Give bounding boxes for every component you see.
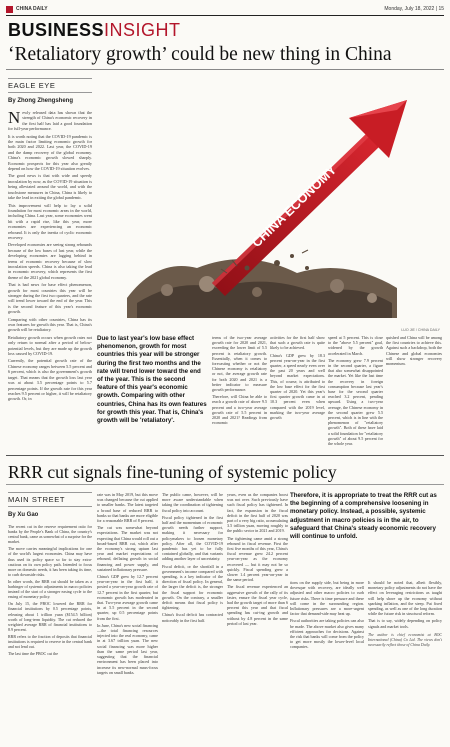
- story2-left-column: [8, 492, 92, 658]
- story2-column-2: [97, 492, 158, 677]
- section-title-light: INSIGHT: [104, 20, 181, 40]
- paragraph: Fiscal authorities are taking policies can also be made. The above market also gives many efficient approaches for decisions. Against the risk that banks will come from the policy to get more mostly the lower-level local companies.: [290, 618, 364, 650]
- paragraph: It should be noted that, albeit flexibly, monetary policy adjustments do not have the effect on leveraging restrictions as taught will help shore up the economy without sparking inflation, and the steep. Put fixed spending, as well as one of the long duration while the future risk in structural reform.: [368, 580, 442, 617]
- headline2-rule: [6, 484, 444, 485]
- story1-column-3: [270, 335, 325, 422]
- paragraph: terms of the two-year average growth rate for 2020 and 2021, exceeding the lower limit of 5.5 percent is retaliatory growth. Essentially, when it comes to forecasting whether or not the Chinese economy is retaliatory or not, the average growth rate for both 2020 and 2021 is a better indicator to measure growth performance.: [212, 335, 267, 393]
- paragraph: activities for the first half show that such a growth rate is quite likely to be achieved.: [270, 335, 325, 351]
- story1-column-5: [386, 335, 442, 368]
- paragraph: quished and China will be among the first countries to achieve this. Against such a backdrop, both the Chinese and global economies will show stronger recovery momentum.: [386, 335, 442, 367]
- image-credit: LUO JIE / CHINA DAILY: [401, 328, 440, 332]
- publication-name: CHINA DAILY: [16, 6, 48, 12]
- paragraph: The move carries meaningful implications for one of the world's largest economies. China may have thus used its policy space so far to stay extra-cautious on its own policy path. Intended to focus more on domestic needs, it has been taking its time, to curb downside risks.: [8, 546, 92, 577]
- story1-body: [8, 110, 92, 402]
- paragraph: The fiscal revenue experienced an aggressive growth of the rally of its faster, ensure the fiscal year cycle, had the growth target of more than 6 percent this year and that fiscal spending has cut-ing growth and without by 4.8 percent in the same period of last year.: [227, 584, 288, 626]
- paragraph: That is to say, widely depending on policy signals and market tools.: [368, 618, 442, 629]
- paragraph: The tightening came amid a strong rebound in fiscal revenue. First the first five months of this year, China's fiscal revenue grew 24.2 percent year-on-year as the economy recovered — but it may not be so quickly. Fiscal spending grew a slower 1.4 percent year-on-year in the same period.: [227, 535, 288, 583]
- story1-byline: By Zhong Zhengsheng: [8, 98, 73, 104]
- paragraph: In June, China's new social financing—the total financing resources injected into the real economy, came in at 3.67 trillion yuan. The new social financing was more higher than the same period last year, suggesting that the financial environment has been placed into increase its new-normal mass-focus targets on small banks.: [97, 622, 158, 675]
- masthead-rule: [6, 15, 444, 16]
- story2-author-note: The author is chief economist at BOC International (China) Co Ltd. The views don't necessarily reflect those of China Daily.: [368, 632, 442, 648]
- paragraph: The economy grew 7.9 percent in the second quarter, a figure that also somewhat disappointed the market. Yet like the last time the recovery in foreign consumption because last year's base for the second quarter reached 3.2 percent, pending upward. Using a two-year average, the Chinese economy in the second quarter grew 5.5 percent, which is in line with the phenomenon of "retaliatory growth". Both of these have laid a solid foundation for "retaliatory growth" of about 9.5 percent for the whole year.: [328, 357, 383, 447]
- story1-pull-quote: Due to last year's low base effect phenomenon, growth for most countries this year will be stronger during the first two months and the rate will trend lower toward the end of the year. This is the second feature of this year's economic growth. Comparing with other countries, China has its own features for growth this year. That is, China's growth will be 'retaliatory'.: [97, 335, 207, 425]
- paragraph: China's fiscal deficit has contracted noticeably in the first half.: [162, 612, 223, 623]
- paragraph: It is worth noting that the COVID-19 pandemic is the main factor limiting economic growth for both 2020 and 2022. Last year, the COVID-19 and the damp recovery of the global economy. China's economic growth slowed sharply. Economic prospects for this year also greatly depend on how the COVID-19 situation evolves.: [8, 133, 92, 172]
- paragraph: rate was in May 2019, but this move was changed because the cut applied to smaller banks. The latest targeted a broad base of reduced RRR to banks so that banks are more eligible for a reasonable RRR of 8 percent.: [97, 492, 158, 524]
- paragraph: Currently, the potential growth rate of the Chinese economy ranges between 5.5 percent and 6 percent, which is also the government's growth target. That means that the growth loss last year was at about 3.5 percentage points to 5.7 percentage points. If the growth rate for this year reaches 9.5 percent or higher, it will be retaliatory growth. Or, in: [8, 358, 92, 402]
- story2-column-6: [368, 580, 442, 650]
- paragraph: The recent cut in the reserve requirement ratio for banks by the People's Bank of China, the country's central bank, came as somewhat of a surprise for the market.: [8, 524, 92, 545]
- date-page: [384, 6, 444, 12]
- section-title-bold: BUSINESS: [8, 20, 105, 40]
- publication-block: [6, 6, 48, 13]
- paragraph: The cut was somewhat beyond expectations. The market was not expecting that China would roll out a broad-based RRR cut, which after the economy's strong upturn last year and market expectations of rebound, deflating growth in social financing and power supply, and sustained inflationary pressure.: [97, 525, 158, 572]
- paragraph: speed at 5 percent. This is close to the "above 5.5 percent" goal, widened by the growth accelerated in March.: [328, 335, 383, 356]
- paragraph: The good news is that with wide and speedy inoculation by now, as the COVID-19 situation is being alleviated around the world, and with the touchstone measures in China, China is likely to take the lead in exiting the global pandemic.: [8, 173, 92, 201]
- story2-column-5: [290, 580, 364, 652]
- paragraph: years, even as the companies boost was not over. Such previously have such fiscal policy has tightened. In fact, the expansion in the fiscal deficit in the first half of 2020 was part of a very big ratio, accumulating 3.5 trillion yuan, moving roughly to the public sector in 2021 and 2019.: [227, 492, 288, 534]
- paragraph: On July 15, the PBOC lowered the RRR for financial institutions by 0.5 percentage points, releasing about 1 trillion yuan ($154.5 billion) worth of long-term liquidity. The cut reduced the weighted average RRR of financial institutions to 8.9 percent.: [8, 601, 92, 632]
- paragraph: Retaliatory growth occurs when growth rates not only return to normal after a period of below-potential levels, but they are made up the growth loss caused by COVID-19.: [8, 334, 92, 357]
- paragraph: China's GDP grew by 12.7 percent year-on-year in the first half, it posted a year-on-year growth rate of 12.7 percent in the first quarter, but economic growth has moderated in that. Two-year average growth came in at 5.5 percent in the second quarter, up 0.5 percentage points from the first.: [97, 574, 158, 621]
- china-daily-logo: [6, 6, 13, 13]
- paragraph: The public came, however, will be more aware understandable when taking the coordination of tightening fiscal policy into account.: [162, 492, 223, 513]
- story1-headline: ‘Retaliatory growth’ could be new thing in China: [8, 44, 392, 65]
- headline-rule: [6, 69, 444, 70]
- story2-headline: RRR cut signals fine-tuning of systemic policy: [8, 462, 337, 482]
- issue-date: Monday, July 18, 2022: [384, 6, 435, 12]
- story2-byline: By Xu Gao: [8, 512, 39, 518]
- paragraph: Developed economies are seeing strong rebounds because of the low bases of last year, while the developing economies are lagging behind in terms of economic recovery because of slow inoculation speeds. China is also taking the lead in economic recovery, which represents the first theme of the 2021 global economy.: [8, 242, 92, 280]
- paragraph: China's GDP grew by 18.3 percent year-on-year in the first quarter, a speed nearly even over the past 20 years and well beyond market expectations. This, of course, is attributed to the low base effect for the first quarter of 2020. Yet this year's first quarter growth came in at 10.3 percent even when compared with the 2019 level, marking the two-year average growth: [270, 352, 325, 421]
- story2-pull-quote: Therefore, it is appropriate to treat the RRR cut as the beginning of a comprehensive loosening in monetary policy. Instead, a possible, systemic adjustment in macro policies is in the air, to safeguard that China's steady economic recovery will continue to unfold.: [290, 492, 437, 541]
- story2-column-4: [227, 492, 288, 628]
- column-label-main-street: MAIN STREET: [8, 492, 92, 507]
- section-title: [8, 20, 181, 41]
- paragraph: Newly released data has shown that the strength of China's economic recovery in the first half has laid a good foundation for full-year performance.: [8, 108, 92, 132]
- paragraph: Fiscal policy tightened in the first half and the momentum of economic growth needs further support, making it necessary for policymakers to loosen monetary policy. After all, the COVID-19 pandemic has yet to be fully contained globally, and that variants adding another layer of uncertainty.: [162, 514, 223, 562]
- separator: |: [435, 6, 439, 12]
- paragraph: tions on the supply side, but being in more dovesque with recovery, are ideally well adjusted and other macro policies to curb future risks. There is time pressure and these will come in the surrounding region. Inflationary pressures are a more-urgent factor that demand-side may heat up.: [290, 580, 364, 617]
- illustration-lettering: CHINA ECONOMY: [248, 161, 340, 251]
- paragraph: RRR refers to the fraction of deposits that financial institutions is required to reserve in the central bank and not lend out.: [8, 633, 92, 650]
- column-label-eagle-eye: EAGLE EYE: [8, 78, 92, 93]
- paragraph: In other words, the RRR cut should be taken as a harbinger of systemic adjustments in macro policies instead of the start of a stronger easing cycle to the easing of monetary policy.: [8, 578, 92, 600]
- paragraph: Comparing with other countries, China has its own features for growth this year. That is, China's growth will be retaliatory.: [8, 316, 92, 333]
- masthead-bar: [6, 4, 444, 14]
- china-economy-illustration: [97, 78, 442, 328]
- paragraph: This improvement will help to lay a solid foundation for most economic areas in the world, including China. Last year, some economies went hit with a rapid rise, like this year, more economies are experiencing an economic rebound. It is only the inertia of cyclic economic recovery.: [8, 202, 92, 240]
- paragraph: Therefore, will China be able to reach a growth rate of above 9.5 percent and a two-year average growth rate of 5.5 percent in 2020 and 2021? Readings from economic: [212, 394, 267, 426]
- page-number: 15: [438, 6, 444, 12]
- story2-body: [8, 524, 92, 656]
- paragraph: That is bad news for base effect phenomenon, growth for most countries this year will be stronger during the first two quarters, and the rate will trend lower toward the end of the year. This is the second feature of this year's economic growth.: [8, 282, 92, 315]
- paragraph: Fiscal deficit, or the shortfall in a government's income compared with spending, is a key indicator of the direction of fiscal policy. In general, the larger the deficit is, the stronger the fiscal support for economic growth. On the contrary, a smaller deficit means that fiscal policy is tightening.: [162, 563, 223, 611]
- story-divider: [6, 455, 444, 456]
- drop-cap: N: [8, 108, 21, 127]
- story1-column-4: [328, 335, 383, 448]
- story1-left-column: [8, 78, 92, 404]
- paragraph: The last time the PBOC cut the: [8, 651, 58, 657]
- story2-column-3: [162, 492, 223, 625]
- story1-column-2: [212, 335, 267, 427]
